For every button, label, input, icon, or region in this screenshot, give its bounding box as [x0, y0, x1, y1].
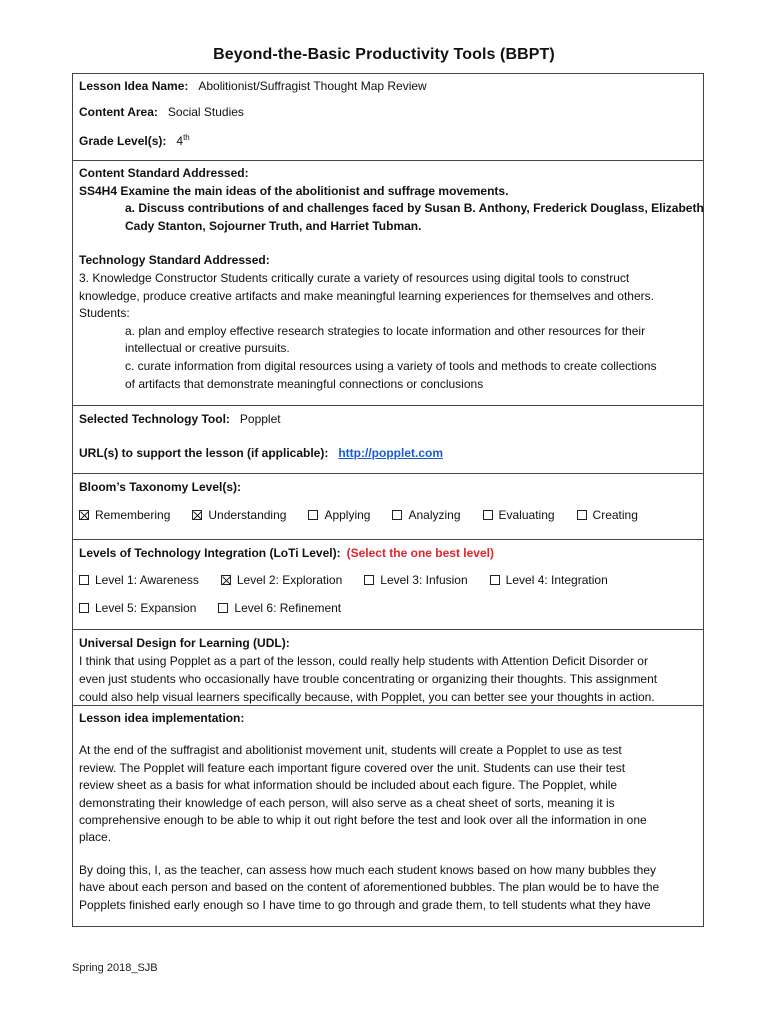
checkbox-icon[interactable] [364, 575, 374, 585]
tech-standard-line: 3. Knowledge Constructor Students critically curate a variety of resources using digital tools to construct [79, 270, 630, 285]
option-label: Level 2: Exploration [236, 573, 343, 587]
loti-options-row-2 [79, 599, 703, 617]
lesson-name-value: Abolitionist/Suffragist Thought Map Review [198, 79, 427, 93]
content-standard-line: a. Discuss contributions of and challenges faced by Susan B. Anthony, Frederick Douglass, Elizabeth [125, 201, 704, 216]
checkbox-icon[interactable] [79, 603, 89, 613]
implementation-heading: Lesson idea implementation: [79, 711, 245, 725]
udl-heading: Universal Design for Learning (UDL): [79, 636, 290, 650]
implementation-section [73, 706, 703, 926]
blooms-heading: Bloom’s Taxonomy Level(s): [79, 480, 242, 494]
option-label: Level 5: Expansion [95, 601, 197, 615]
checkbox-icon[interactable] [218, 603, 228, 613]
lesson-name-label: Lesson Idea Name: [79, 79, 189, 93]
tech-standard-heading: Technology Standard Addressed: [79, 253, 270, 268]
tech-standard-line: c. curate information from digital resources using a variety of tools and methods to create collections [125, 358, 657, 373]
blooms-option-understanding[interactable] [192, 506, 286, 524]
option-label: Analyzing [408, 508, 461, 522]
grade-level-value: 4 [176, 134, 184, 148]
page-footer: Spring 2018_SJB [72, 962, 158, 974]
option-label: Remembering [95, 508, 171, 522]
loti-option-level-5[interactable] [79, 599, 196, 617]
tech-standard-line: Students: [79, 306, 130, 321]
checkbox-icon[interactable] [483, 510, 493, 520]
tech-standard-line: knowledge, produce creative artifacts and make meaningful learning experiences for themselves and others. [79, 288, 654, 303]
checkbox-icon[interactable] [490, 575, 500, 585]
checkbox-icon[interactable] [221, 575, 231, 585]
loti-heading: Levels of Technology Integration (LoTi Level): [79, 546, 341, 560]
lesson-info-section [73, 74, 703, 160]
loti-option-level-1[interactable] [79, 571, 199, 589]
lesson-plan-table [72, 73, 704, 927]
blooms-option-analyzing[interactable] [392, 506, 460, 524]
loti-option-level-4[interactable] [490, 571, 608, 589]
blooms-option-applying[interactable] [308, 506, 370, 524]
option-label: Level 6: Refinement [234, 601, 342, 615]
grade-level-label: Grade Level(s): [79, 134, 167, 148]
implementation-line: Popplets finished early enough so I have time to go through and grade them, to tell students what they have [79, 897, 651, 912]
udl-line: I think that using Popplet as a part of the lesson, could really help students with Attention Deficit Disorder or [79, 654, 648, 668]
option-label: Level 1: Awareness [95, 573, 199, 587]
tool-label: Selected Technology Tool: [79, 412, 230, 426]
content-standard-heading: Content Standard Addressed: [79, 166, 249, 180]
loti-option-level-2[interactable] [221, 571, 342, 589]
implementation-line: comprehensive enough to be able to whip it out right before the test and look over all the information in one [79, 813, 647, 828]
tech-standard-line: intellectual or creative pursuits. [125, 341, 290, 356]
standards-section [73, 161, 703, 405]
implementation-line: demonstrating their knowledge of each person, will also serve as a cheat sheet of sorts, meaning it is [79, 795, 615, 810]
implementation-line: By doing this, I, as the teacher, can assess how much each student knows based on how many bubbles they [79, 862, 657, 877]
loti-option-level-3[interactable] [364, 571, 467, 589]
blooms-option-evaluating[interactable] [483, 506, 555, 524]
implementation-line: At the end of the suffragist and abolitionist movement unit, students will create a Popplet to use as test [79, 743, 622, 758]
loti-note: (Select the one best level) [346, 546, 494, 560]
option-label: Applying [324, 508, 371, 522]
option-label: Understanding [208, 508, 287, 522]
blooms-options [79, 506, 703, 524]
tool-section [73, 406, 703, 473]
implementation-line: place. [79, 830, 112, 845]
url-label: URL(s) to support the lesson (if applicable): [79, 446, 329, 460]
option-label: Level 3: Infusion [380, 573, 468, 587]
blooms-option-remembering[interactable] [79, 506, 170, 524]
blooms-section [73, 474, 703, 539]
checkbox-icon[interactable] [192, 510, 202, 520]
popplet-link[interactable]: http://popplet.com [338, 446, 443, 460]
udl-line: could also help visual learners specifically because, with Popplet, you can better see your thoughts in action. [79, 690, 655, 704]
loti-section [73, 540, 703, 629]
checkbox-icon[interactable] [308, 510, 318, 520]
checkbox-icon[interactable] [392, 510, 402, 520]
option-label: Evaluating [498, 508, 555, 522]
checkbox-icon[interactable] [79, 510, 89, 520]
tool-value: Popplet [239, 412, 281, 426]
option-label: Level 4: Integration [505, 573, 608, 587]
tech-standard-line: a. plan and employ effective research strategies to locate information and other resources for their [125, 323, 646, 338]
loti-options-row-1 [79, 571, 703, 589]
loti-option-level-6[interactable] [218, 599, 341, 617]
grade-level-suffix: th [183, 133, 190, 142]
checkbox-icon[interactable] [79, 575, 89, 585]
option-label: Creating [592, 508, 638, 522]
udl-line: even just students who occasionally have trouble concentrating or organizing their thoughts. This assignment [79, 672, 658, 686]
content-area-label: Content Area: [79, 105, 158, 119]
content-area-value: Social Studies [167, 105, 244, 119]
page-title: Beyond-the-Basic Productivity Tools (BBPT) [213, 46, 555, 63]
implementation-line: review sheet as a basis for what information should be included about each figure. The Popplet, while [79, 778, 618, 793]
implementation-line: have about each person and based on the content of aforementioned bubbles. The plan would be to have the [79, 880, 660, 895]
content-standard-line: Cady Stanton, Sojourner Truth, and Harriet Tubman. [125, 218, 422, 233]
udl-section [73, 630, 703, 705]
checkbox-icon[interactable] [577, 510, 587, 520]
tech-standard-line: of artifacts that demonstrate meaningful connections or conclusions [125, 376, 484, 391]
content-standard-line: SS4H4 Examine the main ideas of the abolitionist and suffrage movements. [79, 183, 509, 198]
implementation-line: review. The Popplet will feature each important figure covered over the unit. Students can use their test [79, 760, 626, 775]
blooms-option-creating[interactable] [577, 506, 638, 524]
